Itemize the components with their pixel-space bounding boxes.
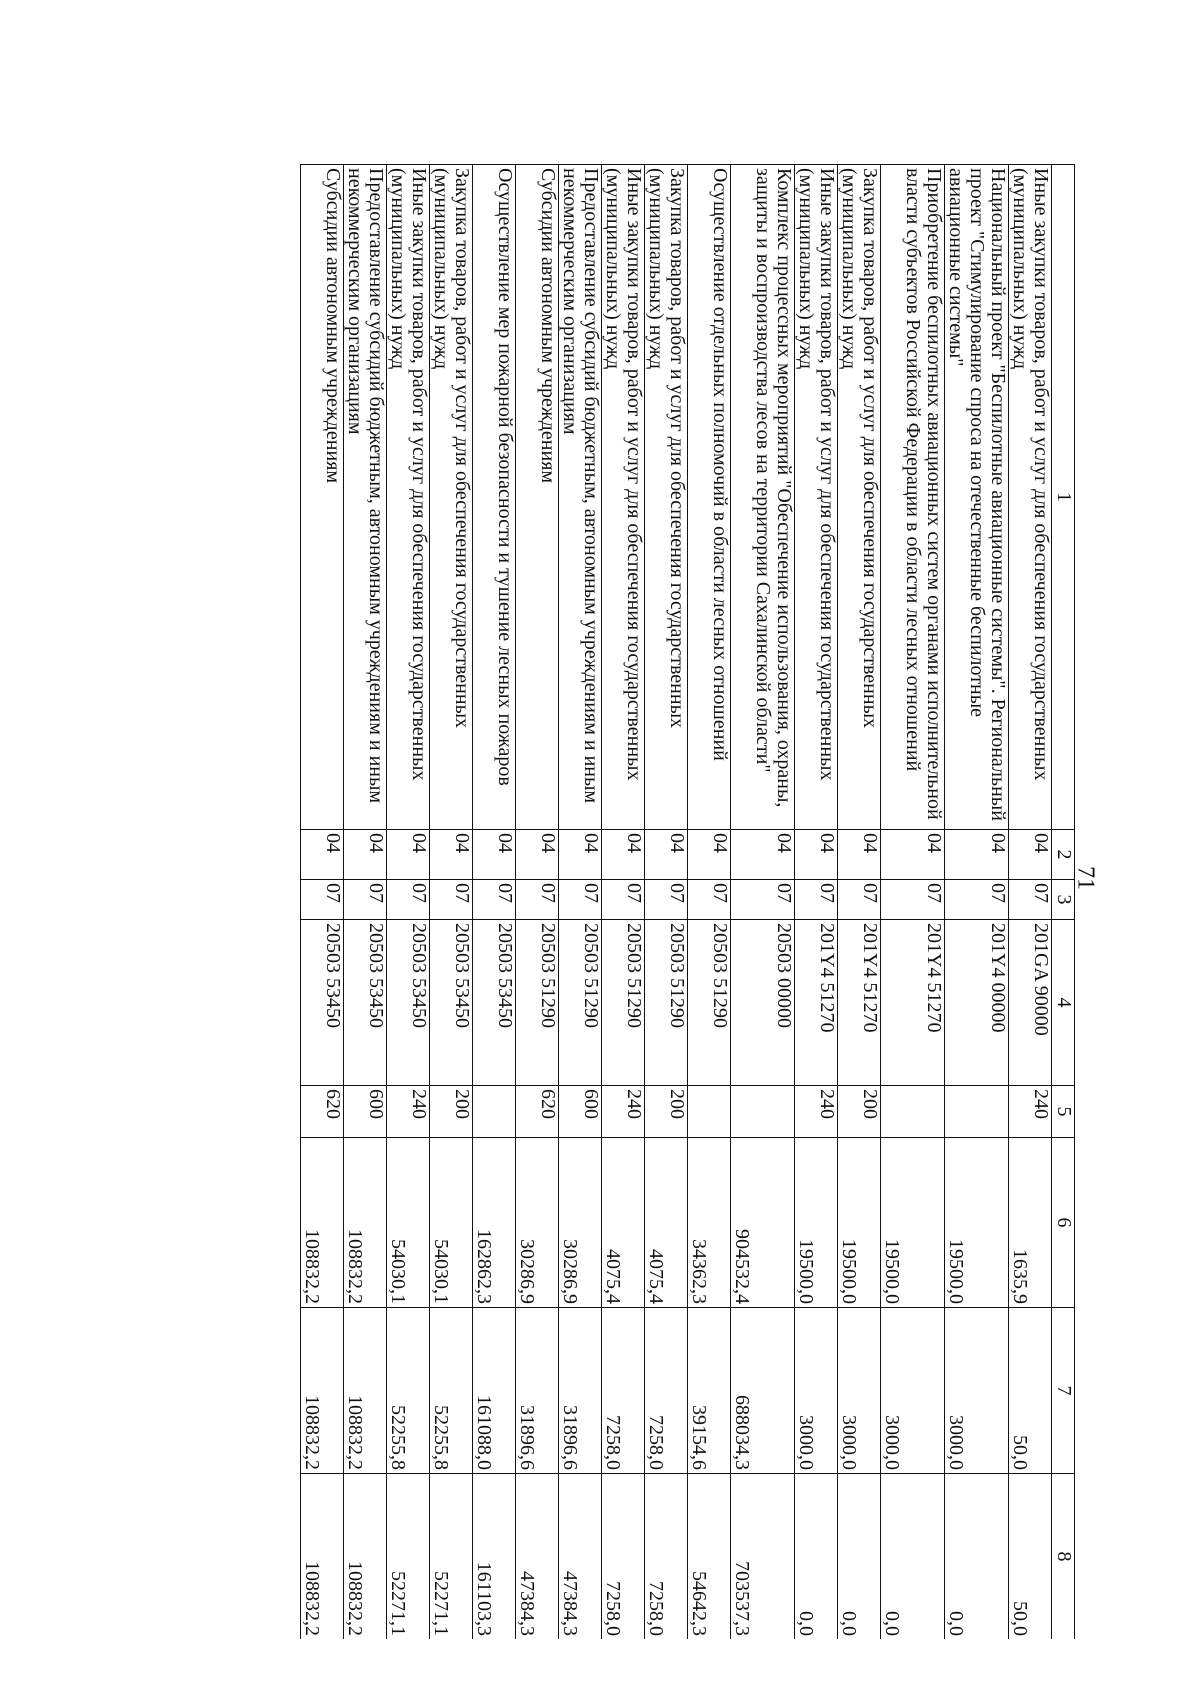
row-subsection: 07 bbox=[838, 880, 881, 920]
row-target-article: 201Y4 51270 bbox=[795, 920, 838, 1086]
table-row bbox=[688, 165, 731, 1640]
row-name: Национальный проект "Беспилотные авиационные системы". Региональный проект "Стимулирование спроса на отечественные беспилотные авиационные системы" bbox=[945, 165, 1009, 830]
row-amount-col6: 4075,4 bbox=[645, 1138, 688, 1308]
row-amount-col6: 108832,2 bbox=[344, 1138, 387, 1308]
row-section: 04 bbox=[301, 830, 344, 880]
row-amount-col7: 7258,0 bbox=[602, 1308, 645, 1474]
row-amount-col6: 19500,0 bbox=[881, 1138, 945, 1308]
row-target-article: 201Y4 51270 bbox=[881, 920, 945, 1086]
header-col-2: 2 bbox=[1052, 830, 1075, 880]
row-amount-col8: 47384,3 bbox=[559, 1474, 602, 1640]
row-target-article: 201Y4 00000 bbox=[945, 920, 1009, 1086]
row-name: Иные закупки товаров, работ и услуг для обеспечения государственных (муниципальных) нужд bbox=[795, 165, 838, 830]
header-col-6: 6 bbox=[1052, 1138, 1075, 1308]
row-subsection: 07 bbox=[387, 880, 430, 920]
table-row bbox=[881, 165, 945, 1640]
row-name: Предоставление субсидий бюджетным, автономным учреждениям и иным некоммерческим организациям bbox=[344, 165, 387, 830]
budget-table-container bbox=[83, 164, 1075, 1639]
row-section: 04 bbox=[881, 830, 945, 880]
row-expense-type: 200 bbox=[838, 1086, 881, 1138]
header-row bbox=[1052, 165, 1075, 1640]
row-subsection: 07 bbox=[602, 880, 645, 920]
page-number: 71 bbox=[1072, 866, 1099, 890]
row-amount-col8: 0,0 bbox=[795, 1474, 838, 1640]
row-amount-col7: 7258,0 bbox=[645, 1308, 688, 1474]
row-name: Субсидии автономным учреждениям bbox=[301, 165, 344, 830]
row-amount-col7: 108832,2 bbox=[344, 1308, 387, 1474]
row-name: Иные закупки товаров, работ и услуг для обеспечения государственных (муниципальных) нужд bbox=[602, 165, 645, 830]
row-target-article: 20503 53450 bbox=[344, 920, 387, 1086]
row-target-article: 20503 00000 bbox=[731, 920, 795, 1086]
row-expense-type bbox=[731, 1086, 795, 1138]
row-subsection: 07 bbox=[301, 880, 344, 920]
row-section: 04 bbox=[688, 830, 731, 880]
row-section: 04 bbox=[473, 830, 516, 880]
row-subsection: 07 bbox=[430, 880, 473, 920]
table-row bbox=[945, 165, 1009, 1640]
row-amount-col6: 54030,1 bbox=[430, 1138, 473, 1308]
row-amount-col6: 34362,3 bbox=[688, 1138, 731, 1308]
table-row bbox=[731, 165, 795, 1640]
row-name: Предоставление субсидий бюджетным, автономным учреждениям и иным некоммерческим организациям bbox=[559, 165, 602, 830]
row-name: Закупка товаров, работ и услуг для обеспечения государственных (муниципальных) нужд bbox=[645, 165, 688, 830]
table-row bbox=[387, 165, 430, 1640]
row-name: Иные закупки товаров, работ и услуг для обеспечения государственных (муниципальных) нужд bbox=[1009, 165, 1052, 830]
row-expense-type: 620 bbox=[301, 1086, 344, 1138]
row-amount-col7: 52255,8 bbox=[430, 1308, 473, 1474]
row-amount-col6: 19500,0 bbox=[838, 1138, 881, 1308]
budget-table-rotated bbox=[83, 164, 1075, 1639]
row-target-article: 20503 51290 bbox=[516, 920, 559, 1086]
row-amount-col8: 0,0 bbox=[881, 1474, 945, 1640]
row-amount-col6: 30286,9 bbox=[516, 1138, 559, 1308]
row-amount-col6: 4075,4 bbox=[602, 1138, 645, 1308]
row-amount-col7: 50,0 bbox=[1009, 1308, 1052, 1474]
table-row bbox=[473, 165, 516, 1640]
row-target-article: 20503 51290 bbox=[602, 920, 645, 1086]
row-subsection: 07 bbox=[731, 880, 795, 920]
row-amount-col8: 0,0 bbox=[838, 1474, 881, 1640]
row-subsection: 07 bbox=[688, 880, 731, 920]
row-amount-col7: 52255,8 bbox=[387, 1308, 430, 1474]
row-target-article: 20503 53450 bbox=[473, 920, 516, 1086]
row-expense-type bbox=[473, 1086, 516, 1138]
row-name: Осуществление мер пожарной безопасности и тушение лесных пожаров bbox=[473, 165, 516, 830]
row-amount-col7: 3000,0 bbox=[795, 1308, 838, 1474]
row-target-article: 201Y4 51270 bbox=[838, 920, 881, 1086]
row-section: 04 bbox=[559, 830, 602, 880]
row-target-article: 201GA 90000 bbox=[1009, 920, 1052, 1086]
row-target-article: 20503 51290 bbox=[559, 920, 602, 1086]
row-section: 04 bbox=[344, 830, 387, 880]
row-amount-col8: 703537,3 bbox=[731, 1474, 795, 1640]
row-section: 04 bbox=[430, 830, 473, 880]
table-row bbox=[1009, 165, 1052, 1640]
row-target-article: 20503 51290 bbox=[688, 920, 731, 1086]
row-expense-type bbox=[881, 1086, 945, 1138]
row-amount-col6: 162862,3 bbox=[473, 1138, 516, 1308]
row-amount-col8: 108832,2 bbox=[301, 1474, 344, 1640]
row-subsection: 07 bbox=[945, 880, 1009, 920]
row-amount-col6: 1635,9 bbox=[1009, 1138, 1052, 1308]
budget-table bbox=[300, 164, 1075, 1639]
row-expense-type bbox=[688, 1086, 731, 1138]
row-amount-col6: 904532,4 bbox=[731, 1138, 795, 1308]
row-amount-col7: 39154,6 bbox=[688, 1308, 731, 1474]
row-amount-col8: 54642,3 bbox=[688, 1474, 731, 1640]
row-amount-col8: 161103,3 bbox=[473, 1474, 516, 1640]
row-subsection: 07 bbox=[516, 880, 559, 920]
row-amount-col8: 47384,3 bbox=[516, 1474, 559, 1640]
row-amount-col7: 3000,0 bbox=[881, 1308, 945, 1474]
row-amount-col7: 108832,2 bbox=[301, 1308, 344, 1474]
row-amount-col7: 31896,6 bbox=[559, 1308, 602, 1474]
row-target-article: 20503 53450 bbox=[430, 920, 473, 1086]
row-name: Иные закупки товаров, работ и услуг для обеспечения государственных (муниципальных) нужд bbox=[387, 165, 430, 830]
row-name: Осуществление отдельных полномочий в области лесных отношений bbox=[688, 165, 731, 830]
row-target-article: 20503 53450 bbox=[301, 920, 344, 1086]
row-section: 04 bbox=[945, 830, 1009, 880]
row-name: Субсидии автономным учреждениям bbox=[516, 165, 559, 830]
row-subsection: 07 bbox=[645, 880, 688, 920]
row-target-article: 20503 53450 bbox=[387, 920, 430, 1086]
row-section: 04 bbox=[602, 830, 645, 880]
row-name: Закупка товаров, работ и услуг для обеспечения государственных (муниципальных) нужд bbox=[430, 165, 473, 830]
row-expense-type: 240 bbox=[602, 1086, 645, 1138]
row-name: Приобретение беспилотных авиационных систем органами исполнительной власти субъектов Российской Федерации в области лесных отношений bbox=[881, 165, 945, 830]
row-expense-type: 620 bbox=[516, 1086, 559, 1138]
row-amount-col8: 52271,1 bbox=[387, 1474, 430, 1640]
row-amount-col6: 19500,0 bbox=[795, 1138, 838, 1308]
row-expense-type: 200 bbox=[430, 1086, 473, 1138]
row-subsection: 07 bbox=[473, 880, 516, 920]
row-amount-col7: 161088,0 bbox=[473, 1308, 516, 1474]
row-amount-col6: 30286,9 bbox=[559, 1138, 602, 1308]
table-row bbox=[645, 165, 688, 1640]
row-section: 04 bbox=[645, 830, 688, 880]
table-row bbox=[516, 165, 559, 1640]
row-section: 04 bbox=[795, 830, 838, 880]
row-name: Закупка товаров, работ и услуг для обеспечения государственных (муниципальных) нужд bbox=[838, 165, 881, 830]
row-amount-col7: 3000,0 bbox=[945, 1308, 1009, 1474]
row-subsection: 07 bbox=[881, 880, 945, 920]
header-col-4: 4 bbox=[1052, 920, 1075, 1086]
row-amount-col7: 3000,0 bbox=[838, 1308, 881, 1474]
table-row bbox=[559, 165, 602, 1640]
row-section: 04 bbox=[516, 830, 559, 880]
table-row bbox=[430, 165, 473, 1640]
row-amount-col8: 108832,2 bbox=[344, 1474, 387, 1640]
row-expense-type: 240 bbox=[387, 1086, 430, 1138]
row-amount-col7: 688034,3 bbox=[731, 1308, 795, 1474]
row-expense-type: 240 bbox=[1009, 1086, 1052, 1138]
table-row bbox=[602, 165, 645, 1640]
row-subsection: 07 bbox=[1009, 880, 1052, 920]
row-amount-col8: 7258,0 bbox=[602, 1474, 645, 1640]
header-col-3: 3 bbox=[1052, 880, 1075, 920]
table-row bbox=[795, 165, 838, 1640]
header-col-7: 7 bbox=[1052, 1308, 1075, 1474]
table-row bbox=[344, 165, 387, 1640]
row-amount-col6: 108832,2 bbox=[301, 1138, 344, 1308]
row-expense-type: 600 bbox=[344, 1086, 387, 1138]
row-amount-col6: 19500,0 bbox=[945, 1138, 1009, 1308]
row-section: 04 bbox=[1009, 830, 1052, 880]
header-col-8: 8 bbox=[1052, 1474, 1075, 1640]
header-col-5: 5 bbox=[1052, 1086, 1075, 1138]
row-amount-col8: 52271,1 bbox=[430, 1474, 473, 1640]
row-subsection: 07 bbox=[559, 880, 602, 920]
table-row bbox=[301, 165, 344, 1640]
row-subsection: 07 bbox=[344, 880, 387, 920]
row-name: Комплекс процессных мероприятий "Обеспечение использования, охраны, защиты и воспроизводства лесов на территории Сахалинской области" bbox=[731, 165, 795, 830]
row-amount-col8: 50,0 bbox=[1009, 1474, 1052, 1640]
row-amount-col6: 54030,1 bbox=[387, 1138, 430, 1308]
table-row bbox=[838, 165, 881, 1640]
row-amount-col7: 31896,6 bbox=[516, 1308, 559, 1474]
header-col-1: 1 bbox=[1052, 165, 1075, 830]
row-expense-type: 240 bbox=[795, 1086, 838, 1138]
row-amount-col8: 7258,0 bbox=[645, 1474, 688, 1640]
row-subsection: 07 bbox=[795, 880, 838, 920]
row-target-article: 20503 51290 bbox=[645, 920, 688, 1086]
row-expense-type: 200 bbox=[645, 1086, 688, 1138]
row-section: 04 bbox=[838, 830, 881, 880]
row-expense-type: 600 bbox=[559, 1086, 602, 1138]
row-amount-col8: 0,0 bbox=[945, 1474, 1009, 1640]
row-section: 04 bbox=[731, 830, 795, 880]
row-section: 04 bbox=[387, 830, 430, 880]
row-expense-type bbox=[945, 1086, 1009, 1138]
